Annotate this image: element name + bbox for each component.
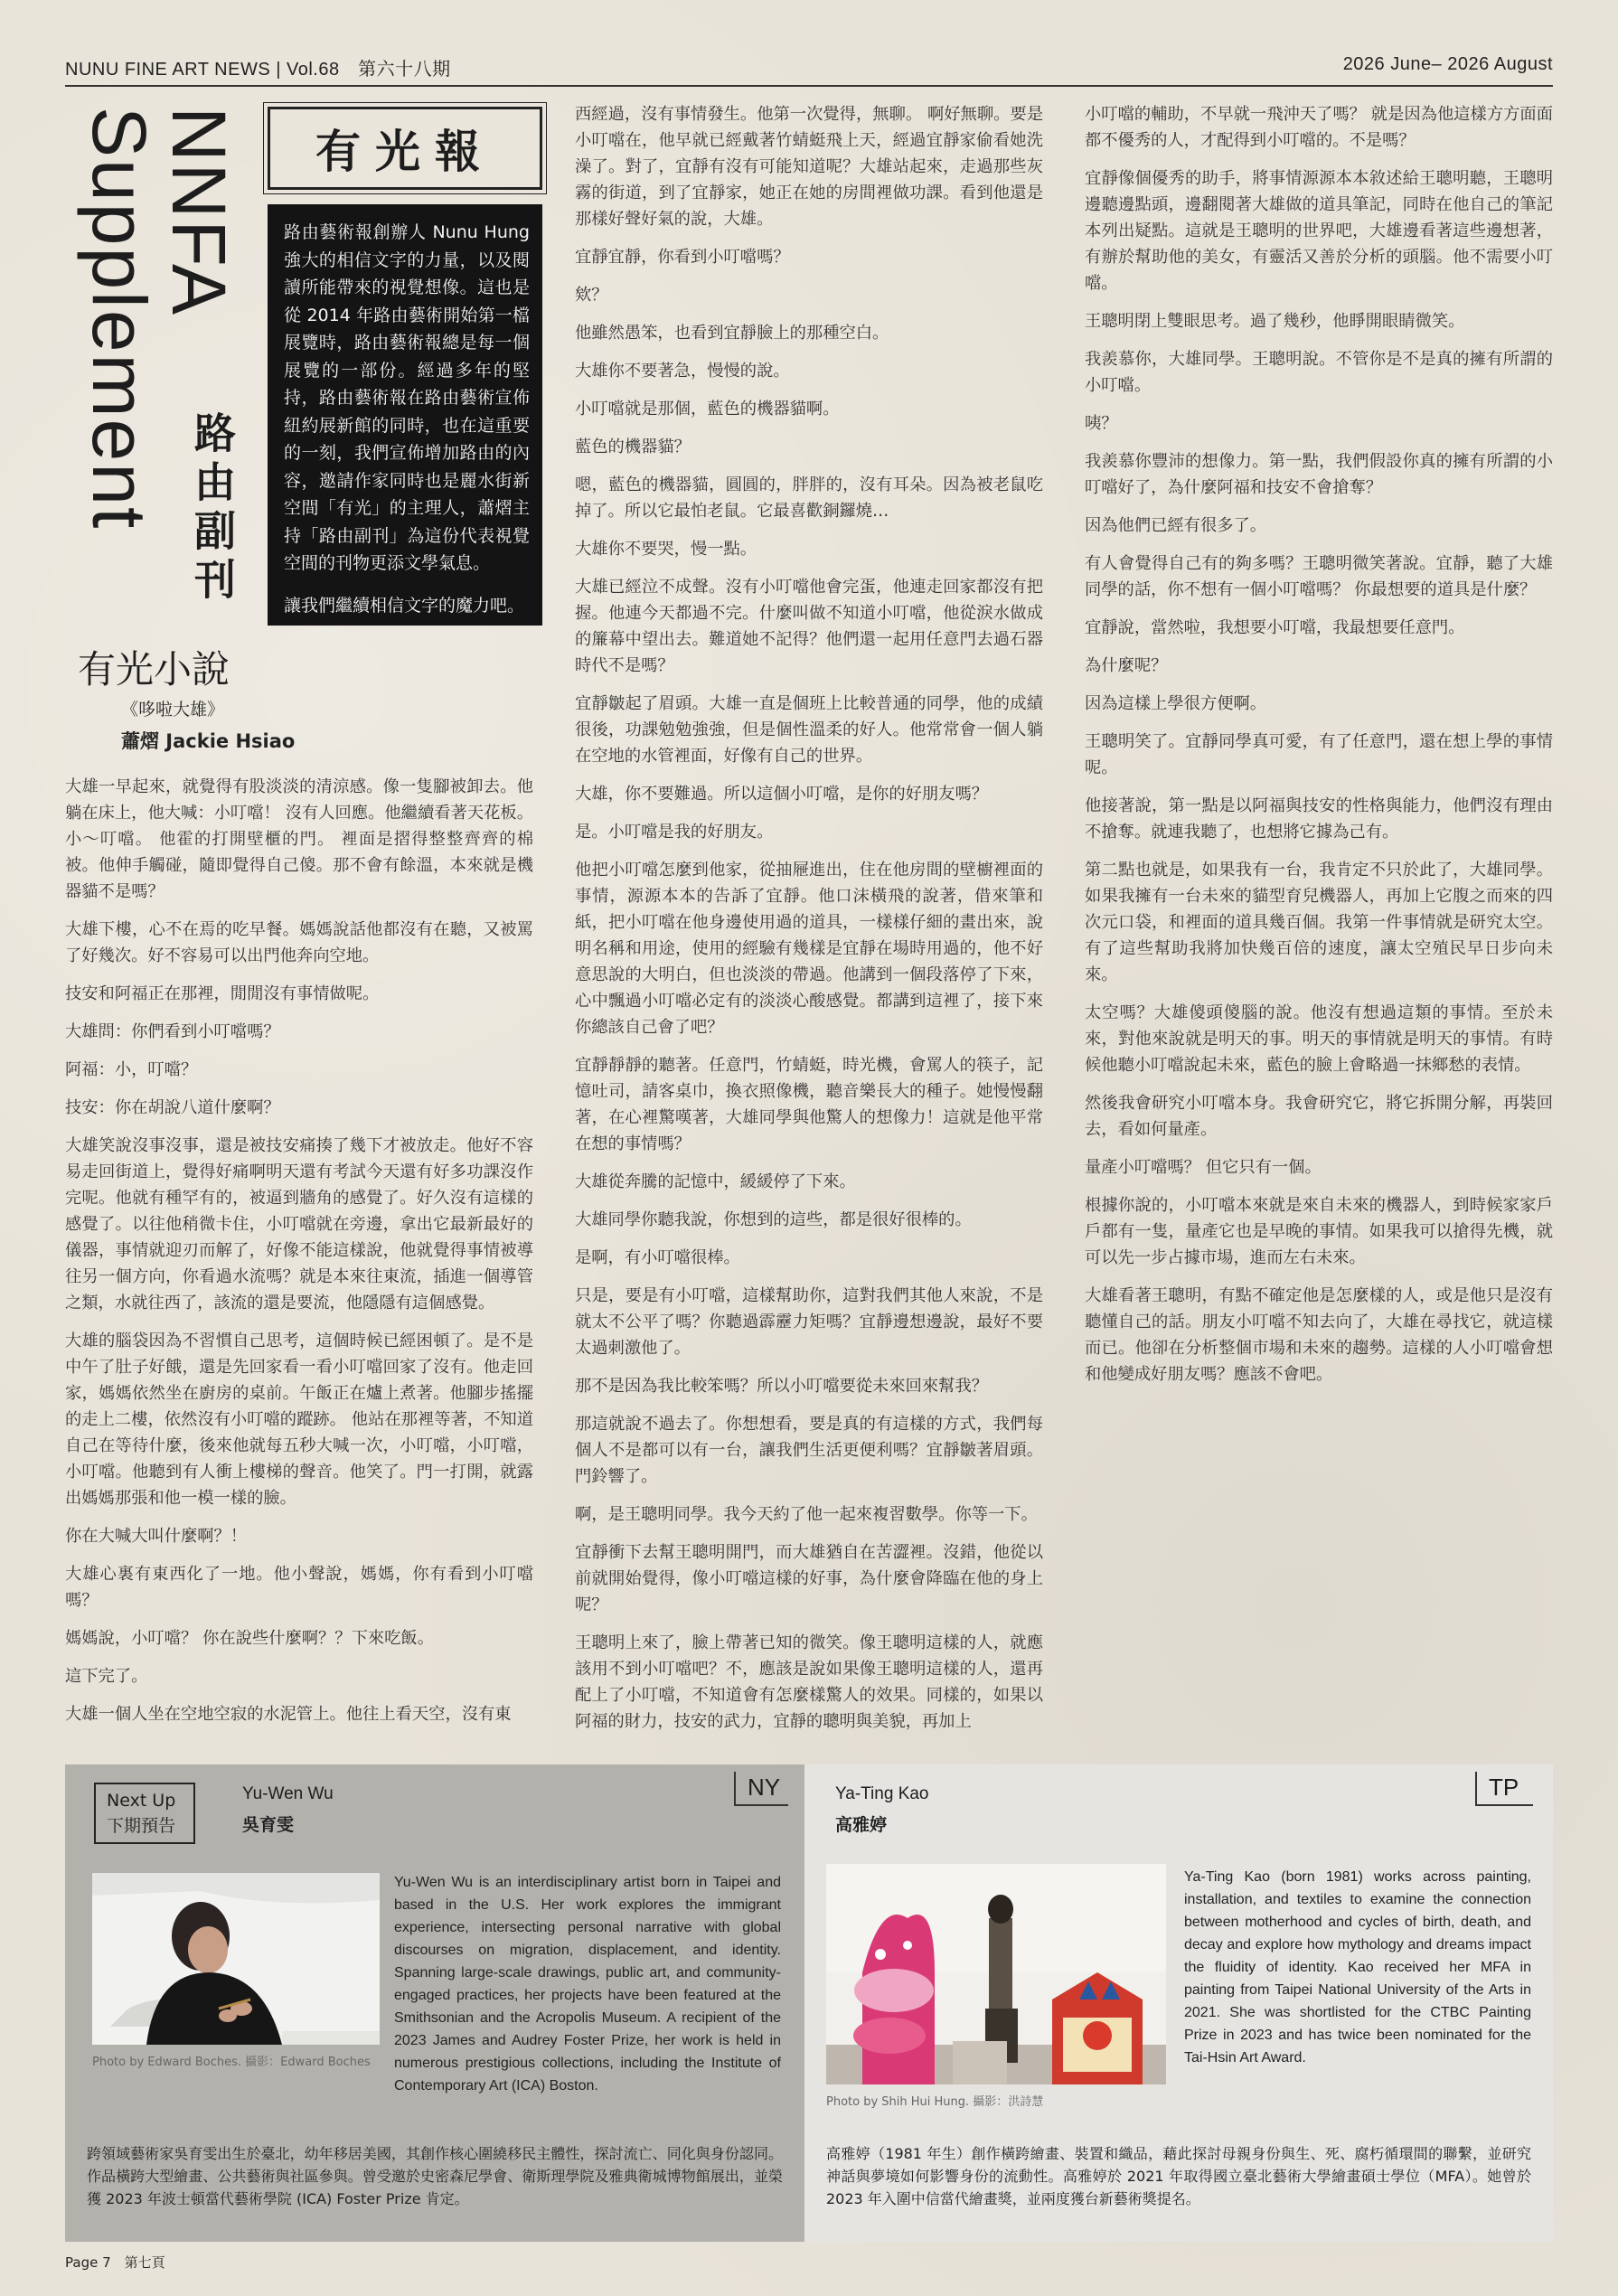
story-paragraph: 大雄從奔騰的記憶中，緩緩停了下來。 bbox=[575, 1172, 856, 1191]
story-paragraph: 大雄，你不要難過。所以這個小叮噹，是你的好朋友嗎？ bbox=[575, 785, 989, 804]
story-paragraph: 西經過，沒有事情發生。他第一次覺得，無聊。 啊好無聊。要是小叮噹在，他早就已經戴著竹蜻蜓飛上天，經過宜靜家偷看她洗澡了。對了，宜靜有沒有可能知道呢？大雄站起來，走過那些灰霧的街道，到了宜靜家，她正在她的房間裡做功課。看到他還是那樣好聲好氣的說，大雄。 bbox=[575, 105, 1043, 229]
story-author: 蕭熠 Jackie Hsiao bbox=[121, 730, 296, 752]
photo-caption: Photo by Edward Boches. 攝影：Edward Boches bbox=[92, 2056, 371, 2069]
story-paragraph: 大雄心裏有東西化了一地。他小聲說，媽媽，你有看到小叮噹嗎？ bbox=[65, 1565, 533, 1610]
city-tag: TP bbox=[1489, 1774, 1519, 1801]
story-paragraph: 嗯，藍色的機器貓，圓圓的，胖胖的，沒有耳朵。因為被老鼠吃掉了。所以它最怕老鼠。它最喜歡銅鑼燒… bbox=[575, 475, 1043, 521]
artist-bio-en: Ya-Ting Kao (born 1981) works across painting, installation, and textiles to examine the connection between motherhood and cycles of birth, death, and decay and explore how mythology and dreams impact the fluidity of identity. Kao received her MFA in painting from Taipei National University of the Arts in 2021. She was shortlisted for the CTBC Painting Prize in 2023 and has twice been nominated for the Tai-Hsin Art Award. bbox=[1184, 1869, 1531, 2065]
story-paragraph: 我羨慕你，大雄同學。王聰明說。不管你是不是真的擁有所謂的小叮噹。 bbox=[1085, 350, 1553, 395]
story-paragraph: 有人會覺得自己有的夠多嗎？王聰明微笑著說。宜靜，聽了大雄同學的話，你不想有一個小叮噹嗎？ 你最想要的道具是什麼？ bbox=[1085, 554, 1553, 599]
story-paragraph: 只是，要是有小叮噹，這樣幫助你，這對我們其他人來說，不是就太不公平了嗎？你聽過霹靂力矩嗎？宜靜邊想邊說，最好不要太過刺激他了。 bbox=[575, 1286, 1043, 1358]
story-paragraph: 大雄看著王聰明，有點不確定他是怎麼樣的人，或是他只是沒有聽懂自己的話。朋友小叮噹不知去向了，大雄在尋找它，就這樣而已。他卻在分析整個市場和未來的趨勢。這樣的人小叮噹會想和他變成好朋友嗎？應該不會吧。 bbox=[1085, 1286, 1553, 1384]
story-paragraph: 王聰明上來了，臉上帶著已知的微笑。像王聰明這樣的人，就應該用不到小叮噹吧？不，應該是說如果像王聰明這樣的人，還再配上了小叮噹，不知道會有怎麼樣驚人的效果。同樣的，如果以阿福的財力，技安的武力，宜靜的聰明與美貌，再加上 bbox=[575, 1633, 1043, 1731]
story-column-3 bbox=[1085, 101, 1553, 1399]
story-paragraph: 王聰明閉上雙眼思考。過了幾秒，他睜開眼睛微笑。 bbox=[1085, 312, 1465, 331]
masthead-chinese: 路由副刊 bbox=[188, 411, 237, 607]
artist-name-en: Yu-Wen Wu bbox=[242, 1784, 334, 1803]
story-paragraph: 大雄問：你們看到小叮噹嗎？ bbox=[65, 1022, 280, 1041]
story-paragraph: 宜靜宜靜，你看到小叮噹嗎？ bbox=[575, 248, 790, 267]
story-paragraph: 那這就說不過去了。你想想看，要是真的有這樣的方式，我們每個人不是都可以有一台，讓我們生活更便利嗎？宜靜皺著眉頭。門鈴響了。 bbox=[575, 1415, 1043, 1486]
story-paragraph: 欸？ bbox=[575, 286, 608, 305]
story-paragraph: 大雄下樓，心不在焉的吃早餐。媽媽說話他都沒有在聽，又被罵了好幾次。好不容易可以出門他奔向空地。 bbox=[65, 920, 533, 965]
header-rule bbox=[65, 85, 1553, 87]
intro-closing: 讓我們繼續相信文字的魔力吧。 bbox=[284, 595, 525, 616]
next-up-panel-tp bbox=[804, 1764, 1553, 2242]
artist-bio-zh: 高雅婷（1981 年生）創作橫跨繪畫、裝置和織品，藉此探討母親身份與生、死、腐朽循環間的聯繫，並研究神話與夢境如何影響身份的流動性。高雅婷於 2021 年取得國立臺北藝術大學繪畫碩士學位（MFA）。她曾於 2023 年入圍中信當代繪畫獎，並兩度獲台新藝術獎提名。 bbox=[826, 2145, 1531, 2207]
artist-bio-zh bbox=[87, 2142, 783, 2210]
story-paragraph: 他接著說，第一點是以阿福與技安的性格與能力，他們沒有理由不搶奪。就連我聽了，也想將它據為己有。 bbox=[1085, 796, 1553, 842]
story-column-1 bbox=[65, 774, 533, 1739]
story-paragraph: 大雄一早起來，就覺得有股淡淡的清涼感。像一隻腳被卸去。他躺在床上，他大喊：小叮噹！ 沒有人回應。他繼續看著天花板。小～叮噹。 他霍的打開壁櫃的門。 裡面是摺得整整齊齊的棉被。他伸手觸碰，隨即覺得自己傻。那不會有餘溫，本來就是機器貓不是嗎？ bbox=[65, 777, 533, 901]
story-paragraph: 大雄你不要哭，慢一點。 bbox=[575, 540, 757, 559]
story-paragraph: 是。小叮噹是我的好朋友。 bbox=[575, 823, 774, 842]
next-up-panel-ny bbox=[65, 1764, 804, 2242]
story-paragraph: 太空嗎？大雄傻頭傻腦的說。他沒有想過這類的事情。至於未來，對他來說就是明天的事。明天的事情就是明天的事情。有時候他聽小叮噹說起未來，藍色的臉上會略過一抹鄉愁的表情。 bbox=[1085, 1003, 1553, 1075]
artist-photo-illustration bbox=[826, 1864, 1166, 2084]
issue-date-range: 2026 June– 2026 August bbox=[1342, 54, 1553, 74]
artist-photo bbox=[92, 1873, 380, 2045]
artist-name-zh: 吳育雯 bbox=[242, 1815, 295, 1835]
intro-box bbox=[268, 204, 542, 626]
story-paragraph: 咦？ bbox=[1085, 414, 1118, 433]
story-paragraph: 因為這樣上學很方便啊。 bbox=[1085, 694, 1267, 713]
story-paragraph: 宜靜像個優秀的助手，將事情源源本本敘述給王聰明聽，王聰明邊聽邊點頭，邊翻閱著大雄做的道具筆記，同時在他自己的筆記本列出疑點。這就是王聰明的世界吧，大雄邊看著這些邊想著，有辦於幫助他的美女，有靈活又善於分析的頭腦。他不需要小叮噹。 bbox=[1085, 169, 1553, 293]
story-paragraph: 技安和阿福正在那裡，閒閒沒有事情做呢。 bbox=[65, 984, 380, 1003]
artist-bio-en: Yu-Wen Wu is an interdisciplinary artist born in Taipei and based in the U.S. Her work explores the immigrant experience, intersecting personal narrative with global discourses on migration, displacement, and identity. Spanning large-scale drawings, public art, and community-engaged practices, her projects have been featured at the Smithsonian and the Acropolis Museum. A recipient of the 2023 James and Audrey Foster Prize, her work is held in numerous prestigious collections, including the Institute of Contemporary Art (ICA) Boston. bbox=[394, 1875, 781, 2094]
story-paragraph: 那不是因為我比較笨嗎？所以小叮噹要從未來回來幫我？ bbox=[575, 1377, 989, 1396]
story-paragraph: 王聰明笑了。宜靜同學真可愛，有了任意門，還在想上學的事情呢。 bbox=[1085, 732, 1553, 777]
publication-logo: 有光報 bbox=[268, 107, 542, 190]
masthead-english: NNFA Supplement bbox=[77, 107, 241, 531]
story-paragraph: 宜靜皺起了眉頭。大雄一直是個班上比較普通的同學，他的成績很後，功課勉勉強強，但是個性溫柔的好人。他常常會一個人躺在空地的水管裡面，好像有自己的世界。 bbox=[575, 694, 1043, 766]
story-paragraph: 根據你說的，小叮噹本來就是來自未來的機器人，到時候家家戶戶都有一隻，量產它也是早晚的事情。如果我可以搶得先機，就可以先一步占據市場，進而左右未來。 bbox=[1085, 1196, 1553, 1267]
next-up-badge bbox=[94, 1783, 195, 1844]
story-paragraph: 你在大喊大叫什麼啊？！ bbox=[65, 1527, 248, 1546]
story-paragraph: 為什麼呢？ bbox=[1085, 656, 1168, 675]
story-paragraph: 啊，是王聰明同學。我今天約了他一起來複習數學。你等一下。 bbox=[575, 1505, 1038, 1524]
story-paragraph: 大雄一個人坐在空地空寂的水泥管上。他往上看天空，沒有東 bbox=[65, 1705, 512, 1724]
artist-name-zh: 高雅婷 bbox=[835, 1815, 888, 1835]
story-paragraph: 這下完了。 bbox=[65, 1667, 148, 1686]
artist-name-en: Ya-Ting Kao bbox=[835, 1784, 929, 1803]
next-up-label-en: Next Up bbox=[107, 1791, 176, 1811]
city-tag-bracket bbox=[734, 1772, 736, 1804]
story-column-2 bbox=[575, 101, 1043, 1746]
story-paragraph: 然後我會研究小叮噹本身。我會研究它，將它拆開分解，再裝回去，看如何量產。 bbox=[1085, 1094, 1553, 1139]
story-paragraph: 媽媽說，小叮噹？ 你在說些什麼啊？？下來吃飯。 bbox=[65, 1629, 434, 1648]
photo-caption: Photo by Shih Hui Hung. 攝影：洪詩慧 bbox=[826, 2095, 1044, 2109]
story-paragraph: 宜靜說，當然啦，我想要小叮噹，我最想要任意門。 bbox=[1085, 618, 1465, 637]
story-paragraph: 大雄你不要著急，慢慢的說。 bbox=[575, 362, 790, 381]
story-paragraph: 大雄的腦袋因為不習慣自己思考，這個時候已經困頓了。是不是中午了肚子好餓，還是先回家看一看小叮噹回家了沒有。他走回家，媽媽依然坐在廚房的桌前。午飯正在爐上煮著。他腳步搖擺的走上二樓，依然沒有小叮噹的蹤跡。 他站在那裡等著，不知道自己在等待什麼，後來他就每五秒大喊一次，小叮噹，小叮噹，小叮噹。他聽到有人衝上樓梯的聲音。他笑了。門一打開，就露出媽媽那張和他一模一樣的臉。 bbox=[65, 1331, 533, 1508]
story-paragraph: 大雄笑說沒事沒事，還是被技安痛揍了幾下才被放走。他好不容易走回街道上，覺得好痛啊明天還有考試今天還有好多功課沒作完呢。他就有種罕有的，被逼到牆角的感覺了。好久沒有這樣的感覺了。以往他稍微卡住，小叮噹就在旁邊，拿出它最新最好的儀器，事情就迎刃而解了，好像不能這樣說，他就覺得事情被導往另一個方向，你看過水流嗎？就是本來往東流，插進一個導管之類，水就往西了，該流的還是要流，他隱隱有這個感覺。 bbox=[65, 1136, 533, 1313]
story-section-title: 有光小說 bbox=[78, 647, 230, 692]
story-paragraph: 小叮噹的輔助，不早就一飛沖天了嗎？ 就是因為他這樣方方面面都不優秀的人，才配得到小叮噹的。不是嗎？ bbox=[1085, 105, 1553, 150]
next-up-label-zh: 下期預告 bbox=[107, 1816, 176, 1836]
page-footer: Page 7 第七頁 bbox=[65, 2254, 165, 2271]
story-paragraph: 小叮噹就是那個，藍色的機器貓啊。 bbox=[575, 400, 840, 419]
story-paragraph: 宜靜靜靜的聽著。任意門，竹蜻蜓，時光機，會罵人的筷子，記憶吐司，請客桌巾，換衣照像機，聽音樂長大的種子。她慢慢翻著，在心裡驚嘆著，大雄同學與他驚人的想像力！這就是他平常在想的事情嗎？ bbox=[575, 1056, 1043, 1153]
city-tag-underline bbox=[1475, 1804, 1533, 1806]
story-subtitle: 《哆啦大雄》 bbox=[121, 700, 225, 720]
story-paragraph: 大雄同學你聽我說，你想到的這些，都是很好很棒的。 bbox=[575, 1210, 972, 1229]
city-tag-bracket bbox=[1475, 1772, 1477, 1804]
story-paragraph: 藍色的機器貓？ bbox=[575, 438, 691, 456]
intro-paragraph: 路由藝術報創辦人 Nunu Hung 強大的相信文字的力量，以及閱讀所能帶來的視覺想像。這也是從 2014 年路由藝術開始第一檔展覽時，路由藝術報總是每一個展覽的一部份。經過多年的堅持，路由藝術報在路由藝術宣佈紐約展新館的同時，也在這重要的一刻，我們宣佈增加路由的內容，邀請作家同時也是麗水街新空間「有光」的主理人，蕭熠主持「路由副刊」為這份代表視覺空間的刊物更添文學氣息。 bbox=[284, 222, 530, 573]
story-paragraph: 他雖然愚笨，也看到宜靜臉上的那種空白。 bbox=[575, 324, 889, 343]
story-paragraph: 是啊，有小叮噹很棒。 bbox=[575, 1248, 740, 1267]
story-paragraph: 阿福：小，叮噹？ bbox=[65, 1060, 198, 1079]
story-paragraph: 我羨慕你豐沛的想像力。第一點，我們假設你真的擁有所謂的小叮噹好了，為什麼阿福和技安不會搶奪？ bbox=[1085, 452, 1553, 497]
story-paragraph: 他把小叮噹怎麼到他家，從抽屜進出，住在他房間的壁櫥裡面的事情，源源本本的告訴了宜靜。他口沫橫飛的說著，借來筆和紙，把小叮噹在他身邊使用過的道具，一樣樣仔細的畫出來，說明名稱和用途，使用的經驗有幾樣是宜靜在場時用過的，他不好意思說的大明白，但也淡淡的帶過。他講到一個段落停了下來，心中飄過小叮噹必定有的淡淡心酸感覺。都講到這裡了，接下來你總該自己會了吧？ bbox=[575, 861, 1043, 1037]
city-tag: NY bbox=[748, 1774, 781, 1801]
story-paragraph: 因為他們已經有很多了。 bbox=[1085, 516, 1267, 535]
story-paragraph: 技安：你在胡說八道什麼啊？ bbox=[65, 1098, 280, 1117]
artist-bio-zh-text: 跨領域藝術家吳育雯出生於臺北，幼年移居美國，其創作核心圍繞移民主體性，探討流亡、同化與身份認同。作品橫跨大型繪畫、公共藝術與社區參與。曾受邀於史密森尼學會、衛斯理學院及雅典衛城博物館展出，並榮獲 2023 年波士頓當代藝術學院 (ICA) Foster Prize 肯定。 bbox=[87, 2145, 783, 2207]
story-paragraph: 宜靜衝下去幫王聰明開門，而大雄猶自在苦澀裡。沒錯，他從以前就開始覺得，像小叮噹這樣的好事，為什麼會降臨在他的身上呢？ bbox=[575, 1543, 1043, 1614]
story-paragraph: 量產小叮噹嗎？ 但它只有一個。 bbox=[1085, 1158, 1322, 1177]
city-tag-underline bbox=[734, 1804, 788, 1806]
issue-label: NUNU FINE ART NEWS | Vol.68 第六十八期 bbox=[65, 60, 451, 80]
story-paragraph: 第二點也就是，如果我有一台，我肯定不只於此了，大雄同學。如果我擁有一台未來的貓型育兒機器人，再加上它腹之而來的四次元口袋，和裡面的道具幾百個。我第一件事情就是研究太空。有了這些幫助我將加快幾百倍的速度，讓太空殖民早日步向未來。 bbox=[1085, 861, 1553, 984]
artist-photo bbox=[826, 1864, 1166, 2084]
story-paragraph: 大雄已經泣不成聲。沒有小叮噹他會完蛋，他連走回家都沒有把握。他連今天都過不完。什麼叫做不知道小叮噹，他從淚水做成的簾幕中望出去。難道她不記得？他們還一起用任意門去過石器時代不是嗎？ bbox=[575, 578, 1043, 675]
artist-photo-illustration bbox=[92, 1873, 380, 2045]
page-header bbox=[65, 54, 1553, 85]
